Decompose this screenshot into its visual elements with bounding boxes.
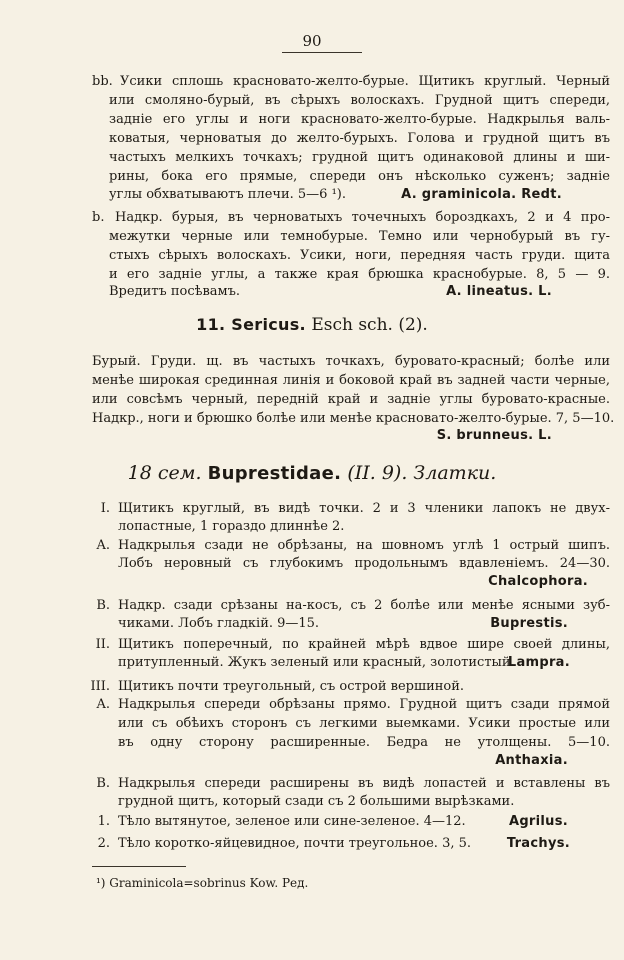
text-line: Лобъ неровный съ глубокимъ продольнымъ вдавленіемъ. 24—30. [118,556,610,571]
text-line: Надкр., ноги и брюшко болѣе или менѣе красновато-желто-бурые. 7, 5—10. [92,411,615,426]
genus-name: 11. Sericus. [196,315,306,334]
genus-name: Agrilus. [508,814,568,829]
genus-name: Trachys. [506,836,570,851]
page-number: 90 [302,32,322,50]
text-span: притупленный. Жукъ зеленый или красный, золотистый. [118,655,515,670]
text-line: Надкр. сзади срѣзаны на-косъ, съ 2 болѣе или менѣе ясными зуб- [118,598,610,613]
genus-name: Anthaxia. [495,753,568,768]
text-line: Надкрылья спереди расширены въ видѣ лопастей и вставлены въ [118,776,610,791]
genus-name: Lampra. [507,655,570,670]
key-marker: A. [96,697,110,712]
text-line: межутки черные или темнобурые. Темно или чернобурый въ гу- [109,229,610,244]
genus-author: Esch sch. (2). [311,315,428,335]
species-name: A. graminicola. Redt. [401,187,562,202]
text-line: или съ обѣихъ сторонъ съ легкими выемками. Усики простые или [118,716,610,731]
text-line [92,426,610,446]
text-line: и его задніе углы, а также края брюшка краснобурые. 8, 5 — 9. [109,267,610,282]
genus-heading [0,313,624,337]
text-span: Тѣло вытянутое, зеленое или сине-зеленое. 4—12. [118,814,466,829]
text-line: коватыя, черноватыя до желто-бурыхъ. Голова и грудной щитъ въ [109,131,610,146]
species-name: A. lineatus. L. [446,284,552,299]
text-line [109,282,610,302]
text-line: Щитикъ круглый, въ видѣ точки. 2 и 3 членики лапокъ не двух- [118,501,610,516]
text-line: въ одну сторону расширенные. Бедра не утолщены. 5—10. [118,735,610,750]
family-russian: Златки. [413,462,497,484]
text-line [118,834,610,854]
text-line: или смоляно-бурый, въ сѣрыхъ волоскахъ. Грудной щитъ спереди, [109,93,610,108]
footnote: ¹) Graminicola=sobrinus Kow. Ред. [96,876,309,890]
text-line: Бурый. Груди. щ. въ частыхъ точкахъ, буровато-красный; болѣе или [92,354,610,369]
text-span: Тѣло коротко-яйцевидное, почти треугольное. 3, 5. [118,836,472,851]
text-line: менѣе широкая срединная линія и боковой край въ задней части черные, [92,373,610,388]
genus-name: Chalcophora. [488,574,588,589]
family-heading [0,459,624,487]
text-line: частыхъ мелкихъ точкахъ; грудной щитъ одинаковой длины и ши- [109,150,610,165]
text-line [118,812,610,832]
text-line: задніе его углы и ноги красновато-желто-бурые. Надкрылья валь- [109,112,610,127]
text-line: грудной щитъ, который сзади съ 2 большими вырѣзками. [118,794,515,809]
page-number-rule [282,52,362,53]
text-line [118,572,610,592]
key-marker: 2. [97,836,110,851]
item-marker: b. [92,210,105,225]
text-line: Надкрылья спереди обрѣзаны прямо. Грудной щитъ сзади прямой [118,697,610,712]
family-ref: (II. 9). [347,462,408,484]
text-line [109,185,610,205]
text-line: стыхъ сѣрыхъ волоскахъ. Усики, ноги, передняя часть груди. щита [109,248,610,263]
text-line: Надкр. бурыя, въ черноватыхъ точечныхъ бороздкахъ, 2 и 4 про- [115,210,610,225]
key-marker: A. [96,538,110,553]
text-line: Щитикъ поперечный, по крайней мѣрѣ вдвое шире своей длины, [118,637,610,652]
item-marker: bb. [92,74,113,89]
key-marker: B. [96,598,110,613]
text-line [118,751,610,771]
key-marker: B. [96,776,110,791]
text-line [118,653,610,673]
footnote-rule [92,866,186,867]
key-marker: II. [95,637,110,652]
key-marker: I. [100,501,110,516]
family-number: 18 сем. [127,462,202,484]
text-line: рины, бока его прямые, спереди онъ нѣсколько суженъ; задніе [109,169,610,184]
genus-name: Buprestis. [490,616,568,631]
text-span: углы обхватываютъ плечи. 5—6 ¹). [109,187,347,202]
text-line: Щитикъ почти треугольный, съ острой вершиной. [118,679,465,694]
species-name: S. brunneus. L. [436,428,552,443]
text-line: лопастные, 1 гораздо длиннѣе 2. [118,519,345,534]
text-span: Вредитъ посѣвамъ. [109,284,241,299]
text-line: или совсѣмъ черный, передній край и задніе углы буровато-красные. [92,392,610,407]
text-line [118,614,610,634]
text-line: Усики сплошь красновато-желто-бурые. Щитикъ круглый. Черный [120,74,610,89]
key-marker: III. [90,679,110,694]
text-line: Надкрылья сзади не обрѣзаны, на шовномъ углѣ 1 острый шипъ. [118,538,610,553]
key-marker: 1. [97,814,110,829]
text-span: чиками. Лобъ гладкій. 9—15. [118,616,320,631]
family-name: Buprestidae. [207,463,342,484]
